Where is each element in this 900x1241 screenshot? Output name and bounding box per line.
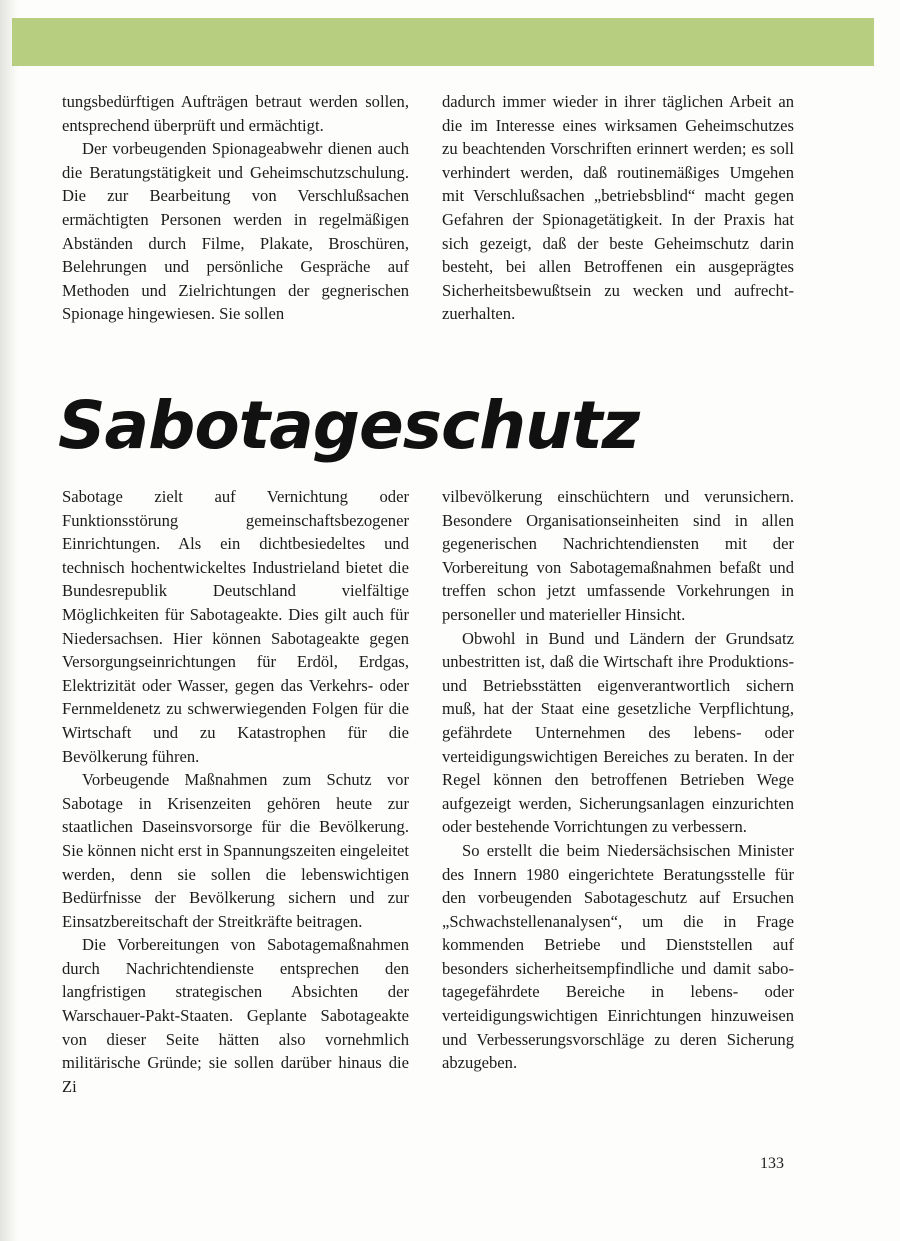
paragraph: tungsbedürftigen Aufträgen betraut werden sollen, entsprechend überprüft und ermächtigt. [62,92,409,135]
paragraph: vilbevölkerung einschüchtern und verunsichern. Besondere Organisationseinheiten sind in allen gegenerischen Nachrichtendiensten mit der Vorbereitung von Sabotagemaßnahmen befaßt und treffen schon jetzt umfassende Vorkehrungen in personeller und materieller Hinsicht. [442,487,794,624]
column-top-right [442,90,794,326]
paragraph: Sabotage zielt auf Vernichtung oder Funktionsstörung gemeinschaftsbezogener Einrichtungen. Als ein dichtbesiedeltes und technisch hochentwickeltes Industrieland bietet die Bundesrepublik Deutschland vielfältige Möglichkeiten für Sabotageakte. Dies gilt auch für Niedersachsen. Hier können Sabotageakte gegen Versorgungseinrichtungen für Erdöl, Erdgas, Elektrizität oder Wasser, gegen das Verkehrs- oder Fernmeldenetz zu schwerwiegenden Folgen für die Wirtschaft und zu Katastrophen für die Bevölkerung führen. [62,487,409,766]
paragraph: So erstellt die beim Niedersächsischen Minister des Innern 1980 eingerichtete Beratungsstelle für den vorbeugenden Sabotageschutz auf Ersuchen „Schwachstellenanalysen“, um die in Frage kommenden Betriebe und Dienststellen auf besonders sicherheitsempfindliche und damit sabotagegefährdete Bereiche in lebens- oder verteidigungswichtigen Einrichtungen hinzuweisen und Verbesserungsvorschläge zu deren Sicherung abzugeben. [442,840,794,1073]
section-headline: Sabotageschutz [58,387,640,464]
column-bottom-left [62,485,409,1098]
column-top-left [62,90,409,326]
page-number: 133 [760,1155,784,1172]
column-bottom-right [442,485,794,1075]
paragraph: Obwohl in Bund und Ländern der Grundsatz unbestritten ist, daß die Wirtschaft ihre Produktions- und Betriebsstätten eigenverantwortlich sichern muß, hat der Staat eine gesetzliche Verpflichtung, gefährdete Unternehmen des lebens- oder verteidigungswichtigen Bereiches zu beraten. In der Regel können den betroffenen Betrieben Wege aufgezeigt werden, Sicherungsanlagen einzurichten oder bestehende Vorrichtungen zu verbessern. [442,628,794,837]
paragraph: dadurch immer wieder in ihrer täglichen Arbeit an die im Interesse eines wirksamen Geheimschutzes zu beachtenden Vorschriften erinnert werden; es soll verhindert werden, daß routinemäßiges Umgehen mit Verschlußsachen „betriebsblind“ macht gegen Gefahren der Spionagetätigkeit. In der Praxis hat sich gezeigt, daß der beste Geheimschutz darin besteht, bei allen Betroffenen ein ausgeprägtes Sicherheitsbewußtsein zu wecken und aufrechtzuerhalten. [442,92,794,324]
paragraph: Der vorbeugenden Spionageabwehr dienen auch die Beratungstätigkeit und Geheimschutzschulung. Die zur Bearbeitung von Verschlußsachen ermächtigten Personen werden in regelmäßigen Abständen durch Filme, Plakate, Broschüren, Belehrungen und persönliche Gespräche auf Methoden und Zielrichtungen der gegnerischen Spionage hingewiesen. Sie sollen [62,139,409,324]
paragraph: Die Vorbereitungen von Sabotagemaßnahmen durch Nachrichtendienste entsprechen den langfristigen strategischen Absichten der Warschauer-Pakt-Staaten. Geplante Sabotageakte von dieser Seite hätten also vornehmlich militärische Gründe; sie sollen darüber hinaus die Zi [62,935,409,1096]
paragraph: Vorbeugende Maßnahmen zum Schutz vor Sabotage in Krisenzeiten gehören heute zur staatlichen Daseinsvorsorge für die Bevölkerung. Sie können nicht erst in Spannungszeiten eingeleitet werden, denn sie sollen die lebenswichtigen Bedürfnisse der Bevölkerung sichern und zur Einsatzbereitschaft der Streitkräfte beitragen. [62,770,409,931]
header-color-band [12,18,874,66]
page-edge-shadow [0,0,18,1241]
